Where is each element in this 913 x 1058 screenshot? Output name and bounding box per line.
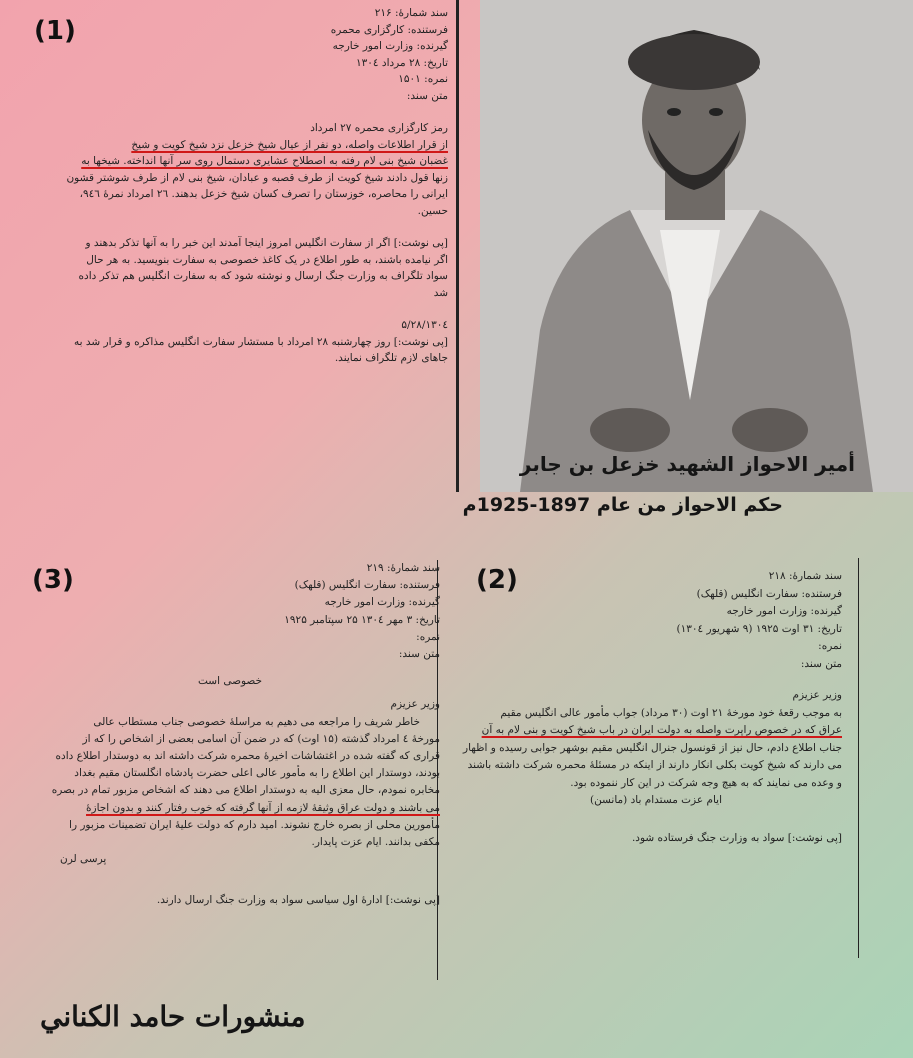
doc3-body-line: بودند، دوستدار این اطلاع را به مأمور عالی اعلی حضرت پادشاه انگلستان مقیم بغداد [74, 767, 440, 780]
doc1-body-line [20, 153, 448, 170]
doc3-body-line: مکفی بدانند. ایام عزت پایدار. [311, 836, 440, 849]
doc3-header-line: فرستنده: سفارت انگلیس (قلهک) [294, 579, 440, 592]
doc1-header-line: سند شمارهٔ: ۲۱۶ [374, 7, 448, 19]
doc1-header [20, 5, 448, 104]
portrait-caption-reign: حكم الاحواز من عام 1897-1925م [462, 494, 783, 516]
doc1-highlighted-text: غضبان شیخ بنی لام رفته به اصطلاح عشایری دستمال روی سر آنها انداخته. شیخها به [81, 155, 448, 167]
doc2-header-line: متن سند: [800, 657, 842, 670]
panel-number-2: (2) [476, 565, 518, 595]
panel-number-1: (1) [34, 16, 76, 46]
doc1-note-line: شد [433, 286, 448, 299]
doc2-header-line: نمره: [818, 640, 842, 652]
document-219 [20, 560, 440, 910]
doc3-body-line: مورخهٔ ٤ امرداد گذشته (۱۵ اوت) که در ضمن آن اسامی بعضی از اشخاص را که از [82, 732, 440, 745]
panel-number-3: (3) [32, 565, 74, 595]
doc1-header-line: تاریخ: ۲۸ مرداد ۱۳۰٤ [356, 56, 448, 69]
doc2-closing: ایام عزت مستدام باد (مانسن) [589, 794, 722, 806]
portrait-photo [480, 0, 913, 492]
doc1-body-line [20, 137, 448, 154]
doc2-header-line: گیرنده: وزارت امور خارجه [726, 605, 842, 617]
doc1-body-line: حسین. [417, 204, 448, 217]
doc3-body-line: مأمورین محلی از بصره خارج نشوند. امید دارم که دولت علیهٔ ایران تضمینات مزبور را [69, 818, 440, 831]
doc2-body-line [462, 722, 842, 740]
doc3-body-line: مخابره نمودم، حال معزی الیه به دوستدار اطلاع می دهند که اشخاص مزبور تمام در بصره [51, 784, 440, 797]
doc3-highlighted-text: می باشند و دولت عراق وثیقهٔ لازمه از آنها گرفته که خوب رفتار کنند و بدون اجازهٔ [86, 801, 440, 814]
portrait-illustration [480, 0, 913, 492]
doc1-header-line: فرستنده: کارگزاری محمره [330, 23, 448, 36]
doc2-note: [پی نوشت:] سواد به وزارت جنگ فرستاده شود. [631, 831, 842, 844]
doc2-header-line: فرستنده: سفارت انگلیس (قلهک) [696, 587, 842, 600]
doc1-header-line: نمره: ۱۵۰۱ [398, 73, 448, 85]
doc3-signature: پرسی لرن [60, 853, 107, 866]
doc1-highlighted-text: از قرار اطلاعات واصله، دو نفر از عیال شیخ خزعل نزد شیخ کویت و شیخ [131, 138, 448, 151]
doc3-private-mark: خصوصی است [197, 675, 263, 688]
doc3-note: [پی نوشت:] ادارهٔ اول سیاسی سواد به وزارت جنگ ارسال دارند. [156, 894, 440, 907]
doc2-body-line: و وعده می نمایند که به هیچ وجه شرکت در این کار ننموده بود. [570, 776, 842, 789]
doc1-note-line: جاهای لازم تلگراف نمایند. [334, 352, 448, 364]
doc1-note-line: اگر نیامده باشند، به طور اطلاع در یک کاغذ خصوصی به سفارت بنویسید. به هر حال [86, 253, 448, 266]
divider-doc2 [858, 558, 859, 958]
doc1-date: ۱۳۰٤/۵/۲۸ [401, 319, 448, 331]
doc1-header-line: گیرنده: وزارت امور خارجه [332, 40, 448, 52]
doc1-note-line: سواد تلگراف به وزارت جنگ ارسال و نوشته شود که به سفارت انگلیس هم تذکر داده [78, 270, 448, 282]
doc3-body-line: قراری که گفته شده در اغتشاشات اخیرهٔ محمره شرکت داشته اند به دوستدار اطلاع داده [55, 750, 440, 763]
doc2-greeting: وزیر عزیزم [792, 689, 842, 701]
doc2-body-line: می دارند که شیخ کویت بکلی انکار دارند از اینکه در مسئلهٔ محمره شرکت داشته باشند [467, 759, 842, 771]
doc1-header-line: متن سند: [406, 89, 448, 102]
doc3-greeting: وزیر عزیزم [390, 698, 440, 711]
doc1-note-line: [پی نوشت:] روز چهارشنبه ۲۸ امرداد با مستشار سفارت انگلیس مذاکره و قرار شد به [74, 335, 448, 348]
doc3-header-line: نمره: [416, 630, 440, 643]
doc3-header-line: متن سند: [398, 648, 440, 661]
document-218 [462, 568, 842, 847]
divider-doc1 [456, 0, 459, 492]
doc2-header-line: سند شمارهٔ: ۲۱۸ [768, 570, 842, 582]
doc3-header-line: تاریخ: ۳ مهر ۱۳۰٤ ۲۵ سپتامبر ۱۹۲۵ [284, 613, 440, 626]
doc3-body-line: خاطر شریف را مراجعه می دهیم به مراسلهٔ خصوصی جناب مستطاب عالی [93, 715, 420, 728]
portrait-caption-title: أمير الاحواز الشهيد خزعل بن جابر [519, 452, 855, 476]
doc1-body-line: رمز کارگزاری محمره ۲۷ امرداد [310, 122, 448, 134]
document-216 [20, 5, 448, 367]
doc3-body-line [20, 800, 440, 817]
doc1-body-line: ایرانی را محاصره، خوزستان را تصرف کسان شیخ خزعل بدهند. ۲٦ امرداد نمرهٔ ۹٤٦، [79, 188, 448, 200]
doc2-highlighted-text: عراق که در خصوص راپرت واصله به دولت ایران در باب شیخ کویت و بنی لام به آن [481, 724, 842, 736]
doc3-header-line: سند شمارهٔ: ۲۱۹ [366, 562, 440, 574]
doc2-body-line: به موجب رقعهٔ خود مورخهٔ ۲۱ اوت (۳۰ مرداد) جواب مأمور عالی انگلیس مقیم [500, 706, 842, 719]
publisher-credit: منشورات حامد الكناني [40, 1000, 306, 1033]
doc1-body-line: زنها قول دادند شیخ کویت از طرف قصبه و عبادان، شیخ بنی لام از طرف شوشتر قشون [66, 171, 448, 184]
doc2-header-line: تاریخ: ۳۱ اوت ۱۹۲۵ (۹ شهریور ۱۳۰٤) [676, 622, 842, 635]
doc2-body-line: جناب اطلاع دادم، حال نیز از قونسول جنرال انگلیس مقیم بوشهر جوابی رسیده و اظهار [463, 741, 842, 754]
doc3-header-line: گیرنده: وزارت امور خارجه [324, 596, 440, 609]
doc1-note-line: [پی نوشت:] اگر از سفارت انگلیس امروز اینجا آمدند این خبر را به آنها تذکر بدهند و [85, 237, 448, 249]
